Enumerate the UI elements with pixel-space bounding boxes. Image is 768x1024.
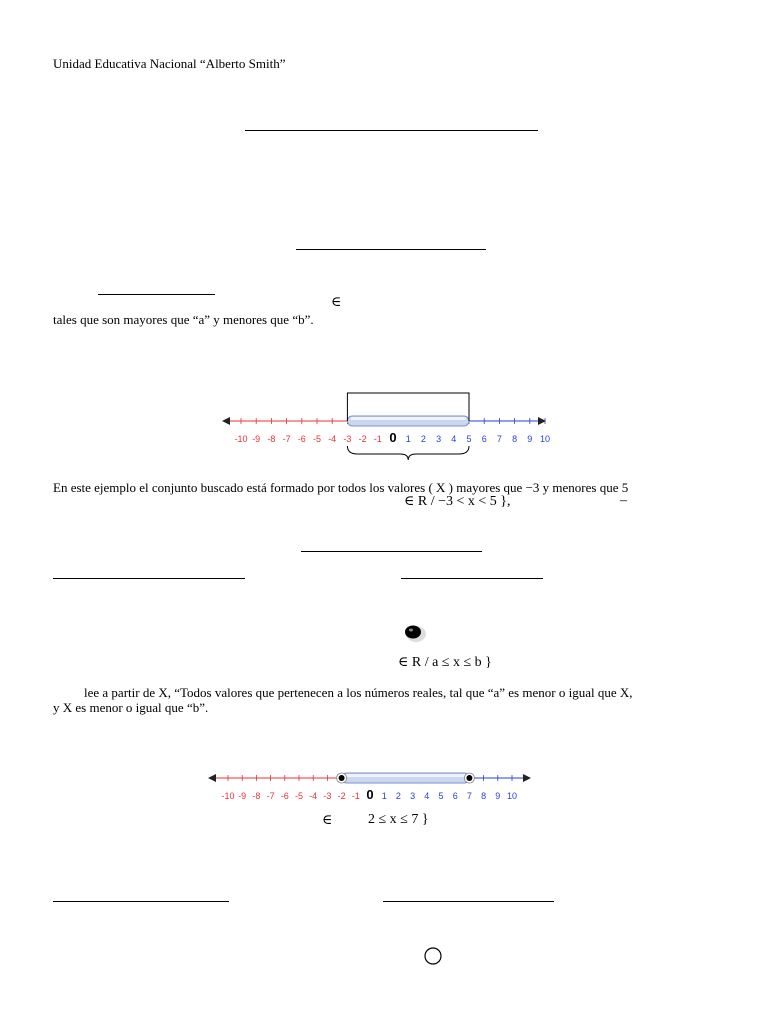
example-sentence: En este ejemplo el conjunto buscado está formado por todos los valores ( X ) mayores que −3 y menores que 5 bbox=[53, 480, 629, 495]
tick-label: 8 bbox=[481, 791, 487, 801]
tick-label: -7 bbox=[266, 791, 275, 801]
tick-label: 6 bbox=[452, 791, 458, 801]
tick-label: -10 bbox=[221, 791, 235, 801]
tick-label: 2 bbox=[420, 434, 426, 444]
tick-label: -1 bbox=[351, 791, 360, 801]
tick-label-zero: 0 bbox=[389, 430, 397, 445]
tick-label-zero: 0 bbox=[366, 787, 374, 802]
tick-label: 2 bbox=[395, 791, 401, 801]
tick-label: 5 bbox=[438, 791, 444, 801]
closed-set-notation: ∈ R / a ≤ x ≤ b } bbox=[398, 655, 492, 670]
tick-label: 3 bbox=[436, 434, 442, 444]
example-dash: – bbox=[620, 493, 627, 508]
tick-label: -6 bbox=[280, 791, 289, 801]
tick-label: -8 bbox=[252, 791, 261, 801]
tick-label: 10 bbox=[506, 791, 518, 801]
tick-label: -7 bbox=[282, 434, 291, 444]
tick-label: -4 bbox=[309, 791, 318, 801]
closed-caption-element-symbol: ∈ bbox=[322, 813, 333, 828]
tick-label: -5 bbox=[294, 791, 304, 801]
tick-label: 4 bbox=[451, 434, 457, 444]
tick-label: 7 bbox=[496, 434, 502, 444]
closed-reading-line-1: lee a partir de X, “Todos valores que pertenecen a los números reales, tal que “a” es menor o igual que X, bbox=[84, 685, 633, 700]
element-of-symbol: ∈ bbox=[331, 295, 342, 310]
tick-label: -2 bbox=[337, 791, 346, 801]
tick-label: 6 bbox=[481, 434, 487, 444]
tick-label: -9 bbox=[238, 791, 247, 801]
tick-label: 4 bbox=[424, 791, 430, 801]
tick-label: 1 bbox=[381, 791, 387, 801]
example-set-notation: ∈ R / −3 < x < 5 }, bbox=[404, 494, 511, 509]
tick-label: 9 bbox=[527, 434, 533, 444]
tick-label: -5 bbox=[312, 434, 322, 444]
tick-label: 3 bbox=[410, 791, 416, 801]
tick-label: 5 bbox=[466, 434, 472, 444]
closed-caption-expression: 2 ≤ x ≤ 7 } bbox=[368, 812, 429, 827]
tick-label: -4 bbox=[328, 434, 337, 444]
open-interval-definition: tales que son mayores que “a” y menores que “b”. bbox=[53, 312, 314, 327]
tick-label: -2 bbox=[358, 434, 367, 444]
tick-label: -9 bbox=[252, 434, 261, 444]
tick-label: 9 bbox=[495, 791, 501, 801]
tick-label: 8 bbox=[512, 434, 518, 444]
tick-label: -3 bbox=[323, 791, 332, 801]
tick-label: -1 bbox=[373, 434, 382, 444]
tick-label: -6 bbox=[297, 434, 306, 444]
tick-label: -3 bbox=[343, 434, 352, 444]
tick-label: 7 bbox=[466, 791, 472, 801]
tick-label: -10 bbox=[234, 434, 248, 444]
tick-label: 1 bbox=[405, 434, 411, 444]
closed-reading-line-2: y X es menor o igual que “b”. bbox=[53, 700, 209, 715]
tick-label: -8 bbox=[267, 434, 276, 444]
tick-label: 10 bbox=[539, 434, 551, 444]
school-name: Unidad Educativa Nacional “Alberto Smith” bbox=[53, 56, 286, 71]
